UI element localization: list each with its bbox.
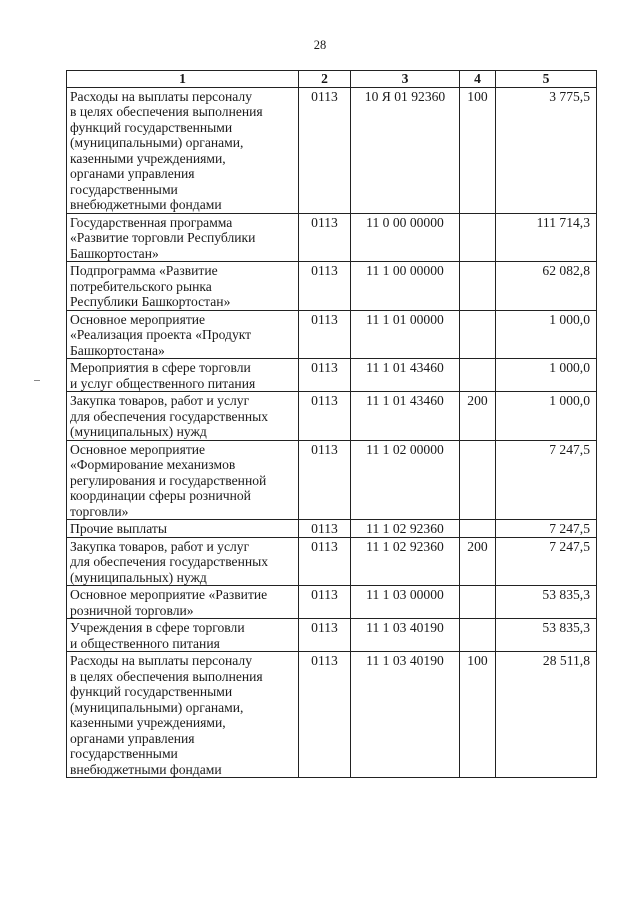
- page-number: 28: [313, 38, 327, 52]
- table-row: [67, 310, 597, 359]
- column-header: 2: [299, 71, 351, 88]
- budget-table: [66, 70, 597, 778]
- row-article: 11 1 01 00000: [351, 310, 460, 359]
- table-header-row: [67, 71, 597, 88]
- row-amount: 3 775,5: [496, 87, 597, 213]
- table-row: [67, 586, 597, 619]
- row-amount: 7 247,5: [496, 537, 597, 586]
- table-row: [67, 392, 597, 441]
- row-article: 11 1 02 92360: [351, 537, 460, 586]
- row-name: Основное мероприятие «Развитие розничной торговли»: [67, 586, 299, 619]
- table-row: [67, 359, 597, 392]
- row-section: 0113: [299, 359, 351, 392]
- row-type: [460, 619, 496, 652]
- row-type: [460, 262, 496, 311]
- row-type: 200: [460, 392, 496, 441]
- row-name: Основное мероприятие «Формирование механизмов регулирования и государственной координации сферы розничной торговли»: [67, 440, 299, 520]
- row-article: 11 1 00 00000: [351, 262, 460, 311]
- table-row: [67, 652, 597, 778]
- row-section: 0113: [299, 262, 351, 311]
- row-type: 100: [460, 87, 496, 213]
- row-section: 0113: [299, 392, 351, 441]
- row-name: Закупка товаров, работ и услуг для обеспечения государственных (муниципальных) нужд: [67, 392, 299, 441]
- table-row: [67, 537, 597, 586]
- row-section: 0113: [299, 213, 351, 262]
- row-section: 0113: [299, 619, 351, 652]
- row-amount: 1 000,0: [496, 310, 597, 359]
- margin-mark: [34, 380, 40, 381]
- row-amount: 7 247,5: [496, 440, 597, 520]
- row-article: 11 0 00 00000: [351, 213, 460, 262]
- row-article: 11 1 01 43460: [351, 392, 460, 441]
- row-name: Прочие выплаты: [67, 520, 299, 538]
- row-article: 11 1 01 43460: [351, 359, 460, 392]
- row-article: 11 1 03 00000: [351, 586, 460, 619]
- row-name: Государственная программа «Развитие торговли Республики Башкортостан»: [67, 213, 299, 262]
- row-amount: 53 835,3: [496, 586, 597, 619]
- column-header: 3: [351, 71, 460, 88]
- row-article: 11 1 02 92360: [351, 520, 460, 538]
- row-type: [460, 586, 496, 619]
- column-header: 4: [460, 71, 496, 88]
- row-section: 0113: [299, 310, 351, 359]
- row-amount: 53 835,3: [496, 619, 597, 652]
- row-name: Расходы на выплаты персоналу в целях обеспечения выполнения функций государственными (муниципальными) органами, казенными учреждениями, органами управления государственными внебюджетными фондами: [67, 652, 299, 778]
- row-section: 0113: [299, 87, 351, 213]
- table-row: [67, 440, 597, 520]
- row-amount: 28 511,8: [496, 652, 597, 778]
- row-article: 10 Я 01 92360: [351, 87, 460, 213]
- row-article: 11 1 03 40190: [351, 619, 460, 652]
- row-section: 0113: [299, 586, 351, 619]
- row-name: Подпрограмма «Развитие потребительского рынка Республики Башкортостан»: [67, 262, 299, 311]
- table-row: [67, 213, 597, 262]
- table-row: [67, 87, 597, 213]
- row-type: 100: [460, 652, 496, 778]
- row-section: 0113: [299, 537, 351, 586]
- row-type: [460, 440, 496, 520]
- row-name: Основное мероприятие «Реализация проекта «Продукт Башкортостана»: [67, 310, 299, 359]
- row-amount: 111 714,3: [496, 213, 597, 262]
- row-name: Расходы на выплаты персоналу в целях обеспечения выполнения функций государственными (муниципальными) органами, казенными учреждениями, органами управления государственными внебюджетными фондами: [67, 87, 299, 213]
- row-type: [460, 310, 496, 359]
- row-article: 11 1 03 40190: [351, 652, 460, 778]
- column-header: 5: [496, 71, 597, 88]
- row-section: 0113: [299, 520, 351, 538]
- row-amount: 1 000,0: [496, 359, 597, 392]
- row-article: 11 1 02 00000: [351, 440, 460, 520]
- row-amount: 7 247,5: [496, 520, 597, 538]
- table-row: [67, 262, 597, 311]
- row-name: Учреждения в сфере торговли и общественного питания: [67, 619, 299, 652]
- table-row: [67, 619, 597, 652]
- row-type: [460, 359, 496, 392]
- row-type: 200: [460, 537, 496, 586]
- column-header: 1: [67, 71, 299, 88]
- row-section: 0113: [299, 440, 351, 520]
- row-type: [460, 520, 496, 538]
- row-amount: 62 082,8: [496, 262, 597, 311]
- row-name: Мероприятия в сфере торговли и услуг общественного питания: [67, 359, 299, 392]
- row-name: Закупка товаров, работ и услуг для обеспечения государственных (муниципальных) нужд: [67, 537, 299, 586]
- row-type: [460, 213, 496, 262]
- table-row: [67, 520, 597, 538]
- row-section: 0113: [299, 652, 351, 778]
- row-amount: 1 000,0: [496, 392, 597, 441]
